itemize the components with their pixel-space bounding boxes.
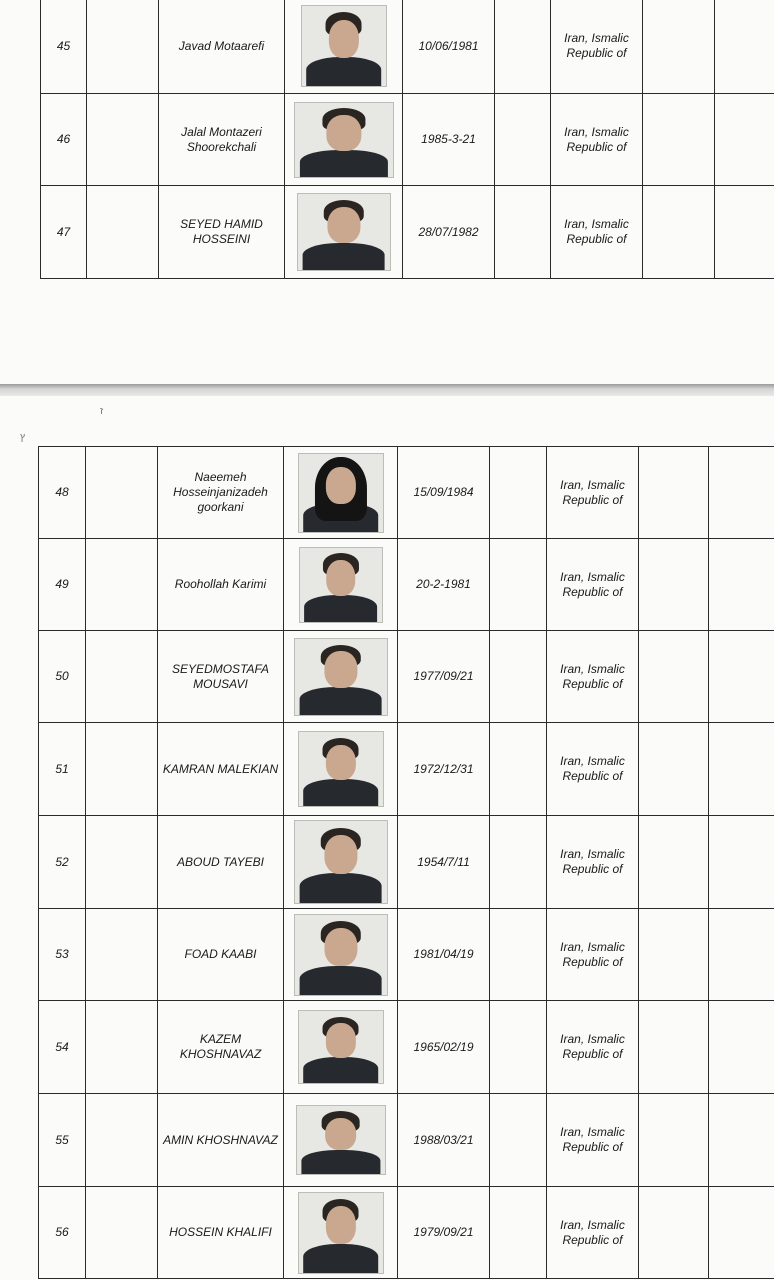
table-row <box>39 816 774 909</box>
photo-cell <box>284 631 398 723</box>
photo-cell <box>284 1187 398 1279</box>
nationality: Iran, Ismalic Republic of <box>547 909 639 1001</box>
nationality: Iran, Ismalic Republic of <box>547 447 639 539</box>
table-row <box>39 539 774 631</box>
portrait-face <box>324 651 357 687</box>
person-name: Javad Motaarefi <box>159 0 285 94</box>
date-of-birth: 1988/03/21 <box>398 1094 490 1187</box>
nationality: Iran, Ismalic Republic of <box>547 1187 639 1279</box>
row-number: 48 <box>39 447 86 539</box>
row-number: 47 <box>41 186 87 279</box>
empty-cell <box>709 631 774 723</box>
date-of-birth: 1979/09/21 <box>398 1187 490 1279</box>
empty-cell <box>86 1094 158 1187</box>
row-number: 53 <box>39 909 86 1001</box>
photo-cell <box>284 909 398 1001</box>
portrait-face <box>324 928 357 966</box>
portrait-face <box>325 1023 355 1058</box>
date-of-birth: 1977/09/21 <box>398 631 490 723</box>
portrait-face <box>325 1206 355 1244</box>
date-of-birth: 1972/12/31 <box>398 723 490 816</box>
nationality: Iran, Ismalic Republic of <box>547 816 639 909</box>
table-row <box>41 94 774 186</box>
empty-cell <box>490 1187 547 1279</box>
empty-cell <box>86 631 158 723</box>
portrait-face <box>326 560 356 596</box>
margin-mark: ץ <box>20 432 26 443</box>
portrait-photo <box>298 1010 384 1084</box>
empty-cell <box>639 1001 709 1094</box>
photo-cell <box>285 94 403 186</box>
portrait-photo <box>298 731 384 807</box>
empty-cell <box>87 0 159 94</box>
empty-cell <box>86 447 158 539</box>
person-name: KAZEM KHOSHNAVAZ <box>158 1001 284 1094</box>
page-divider <box>0 384 774 396</box>
empty-cell <box>86 723 158 816</box>
table-row <box>39 1094 774 1187</box>
empty-cell <box>86 1001 158 1094</box>
portrait-shoulders <box>299 150 387 177</box>
nationality: Iran, Ismalic Republic of <box>551 94 643 186</box>
nationality: Iran, Ismalic Republic of <box>547 1001 639 1094</box>
nationality: Iran, Ismalic Republic of <box>551 186 643 279</box>
portrait-face <box>326 115 361 151</box>
portrait-photo <box>294 102 394 178</box>
person-name: FOAD KAABI <box>158 909 284 1001</box>
portrait-photo <box>294 820 388 904</box>
roster-table-page-1 <box>40 0 774 279</box>
empty-cell <box>490 1001 547 1094</box>
empty-cell <box>490 909 547 1001</box>
empty-cell <box>86 816 158 909</box>
empty-cell <box>639 539 709 631</box>
table-row <box>41 0 774 94</box>
row-number: 56 <box>39 1187 86 1279</box>
empty-cell <box>639 447 709 539</box>
photo-cell <box>284 539 398 631</box>
empty-cell <box>639 1187 709 1279</box>
date-of-birth: 1981/04/19 <box>398 909 490 1001</box>
empty-cell <box>86 1187 158 1279</box>
empty-cell <box>495 186 551 279</box>
portrait-face <box>328 20 358 58</box>
portrait-shoulders <box>299 966 382 995</box>
portrait-face <box>324 835 357 874</box>
person-name: ABOUD TAYEBI <box>158 816 284 909</box>
empty-cell <box>709 1094 774 1187</box>
table-row <box>39 723 774 816</box>
empty-cell <box>709 1001 774 1094</box>
empty-cell <box>639 723 709 816</box>
portrait-photo <box>298 453 384 533</box>
person-name: SEYED HAMID HOSSEINI <box>159 186 285 279</box>
margin-mark: ז <box>100 406 104 417</box>
table-row <box>39 909 774 1001</box>
portrait-photo <box>294 914 388 996</box>
date-of-birth: 28/07/1982 <box>403 186 495 279</box>
person-name: KAMRAN MALEKIAN <box>158 723 284 816</box>
portrait-photo <box>297 193 391 271</box>
portrait-photo <box>298 1192 384 1274</box>
empty-cell <box>715 0 774 94</box>
person-name: Roohollah Karimi <box>158 539 284 631</box>
date-of-birth: 1965/02/19 <box>398 1001 490 1094</box>
empty-cell <box>490 447 547 539</box>
person-name: Naeemeh Hosseinjanizadeh goorkani <box>158 447 284 539</box>
nationality: Iran, Ismalic Republic of <box>551 0 643 94</box>
row-number: 51 <box>39 723 86 816</box>
table-row <box>39 1187 774 1279</box>
date-of-birth: 15/09/1984 <box>398 447 490 539</box>
photo-cell <box>284 447 398 539</box>
empty-cell <box>490 1094 547 1187</box>
date-of-birth: 10/06/1981 <box>403 0 495 94</box>
empty-cell <box>86 909 158 1001</box>
table-row <box>39 631 774 723</box>
row-number: 50 <box>39 631 86 723</box>
empty-cell <box>715 94 774 186</box>
portrait-shoulders <box>303 779 379 806</box>
photo-cell <box>285 0 403 94</box>
empty-cell <box>490 723 547 816</box>
photo-cell <box>284 816 398 909</box>
portrait-face <box>325 1118 357 1151</box>
row-number: 55 <box>39 1094 86 1187</box>
table-row <box>39 447 774 539</box>
portrait-shoulders <box>302 243 385 270</box>
empty-cell <box>490 631 547 723</box>
portrait-photo <box>301 5 387 87</box>
portrait-photo <box>294 638 388 716</box>
portrait-face <box>327 207 360 243</box>
photo-cell <box>285 186 403 279</box>
portrait-face <box>325 745 355 781</box>
portrait-shoulders <box>303 1057 379 1083</box>
person-name: SEYEDMOSTAFA MOUSAVI <box>158 631 284 723</box>
person-name: HOSSEIN KHALIFI <box>158 1187 284 1279</box>
row-number: 52 <box>39 816 86 909</box>
empty-cell <box>87 186 159 279</box>
empty-cell <box>495 94 551 186</box>
empty-cell <box>639 816 709 909</box>
empty-cell <box>643 94 715 186</box>
roster-table-page-2 <box>38 446 774 1279</box>
person-name: AMIN KHOSHNAVAZ <box>158 1094 284 1187</box>
empty-cell <box>709 909 774 1001</box>
empty-cell <box>639 909 709 1001</box>
portrait-shoulders <box>303 1244 379 1273</box>
date-of-birth: 20-2-1981 <box>398 539 490 631</box>
nationality: Iran, Ismalic Republic of <box>547 631 639 723</box>
date-of-birth: 1954/7/11 <box>398 816 490 909</box>
table-row <box>39 1001 774 1094</box>
empty-cell <box>709 539 774 631</box>
row-number: 46 <box>41 94 87 186</box>
empty-cell <box>490 539 547 631</box>
row-number: 54 <box>39 1001 86 1094</box>
row-number: 45 <box>41 0 87 94</box>
portrait-shoulders <box>306 57 382 86</box>
row-number: 49 <box>39 539 86 631</box>
empty-cell <box>495 0 551 94</box>
empty-cell <box>643 0 715 94</box>
portrait-shoulders <box>301 1150 380 1174</box>
nationality: Iran, Ismalic Republic of <box>547 539 639 631</box>
portrait-photo <box>296 1105 386 1175</box>
document-page-1 <box>0 0 774 384</box>
empty-cell <box>87 94 159 186</box>
person-name: Jalal Montazeri Shoorekchali <box>159 94 285 186</box>
portrait-photo <box>299 547 383 623</box>
portrait-shoulders <box>304 595 378 622</box>
portrait-shoulders <box>299 873 382 903</box>
empty-cell <box>86 539 158 631</box>
nationality: Iran, Ismalic Republic of <box>547 723 639 816</box>
date-of-birth: 1985-3-21 <box>403 94 495 186</box>
empty-cell <box>715 186 774 279</box>
empty-cell <box>639 1094 709 1187</box>
portrait-shoulders <box>299 687 382 714</box>
photo-cell <box>284 1001 398 1094</box>
table-row <box>41 186 774 279</box>
photo-cell <box>284 1094 398 1187</box>
empty-cell <box>709 816 774 909</box>
empty-cell <box>643 186 715 279</box>
portrait-face <box>325 467 355 504</box>
empty-cell <box>490 816 547 909</box>
empty-cell <box>709 723 774 816</box>
photo-cell <box>284 723 398 816</box>
nationality: Iran, Ismalic Republic of <box>547 1094 639 1187</box>
empty-cell <box>639 631 709 723</box>
empty-cell <box>709 1187 774 1279</box>
empty-cell <box>709 447 774 539</box>
